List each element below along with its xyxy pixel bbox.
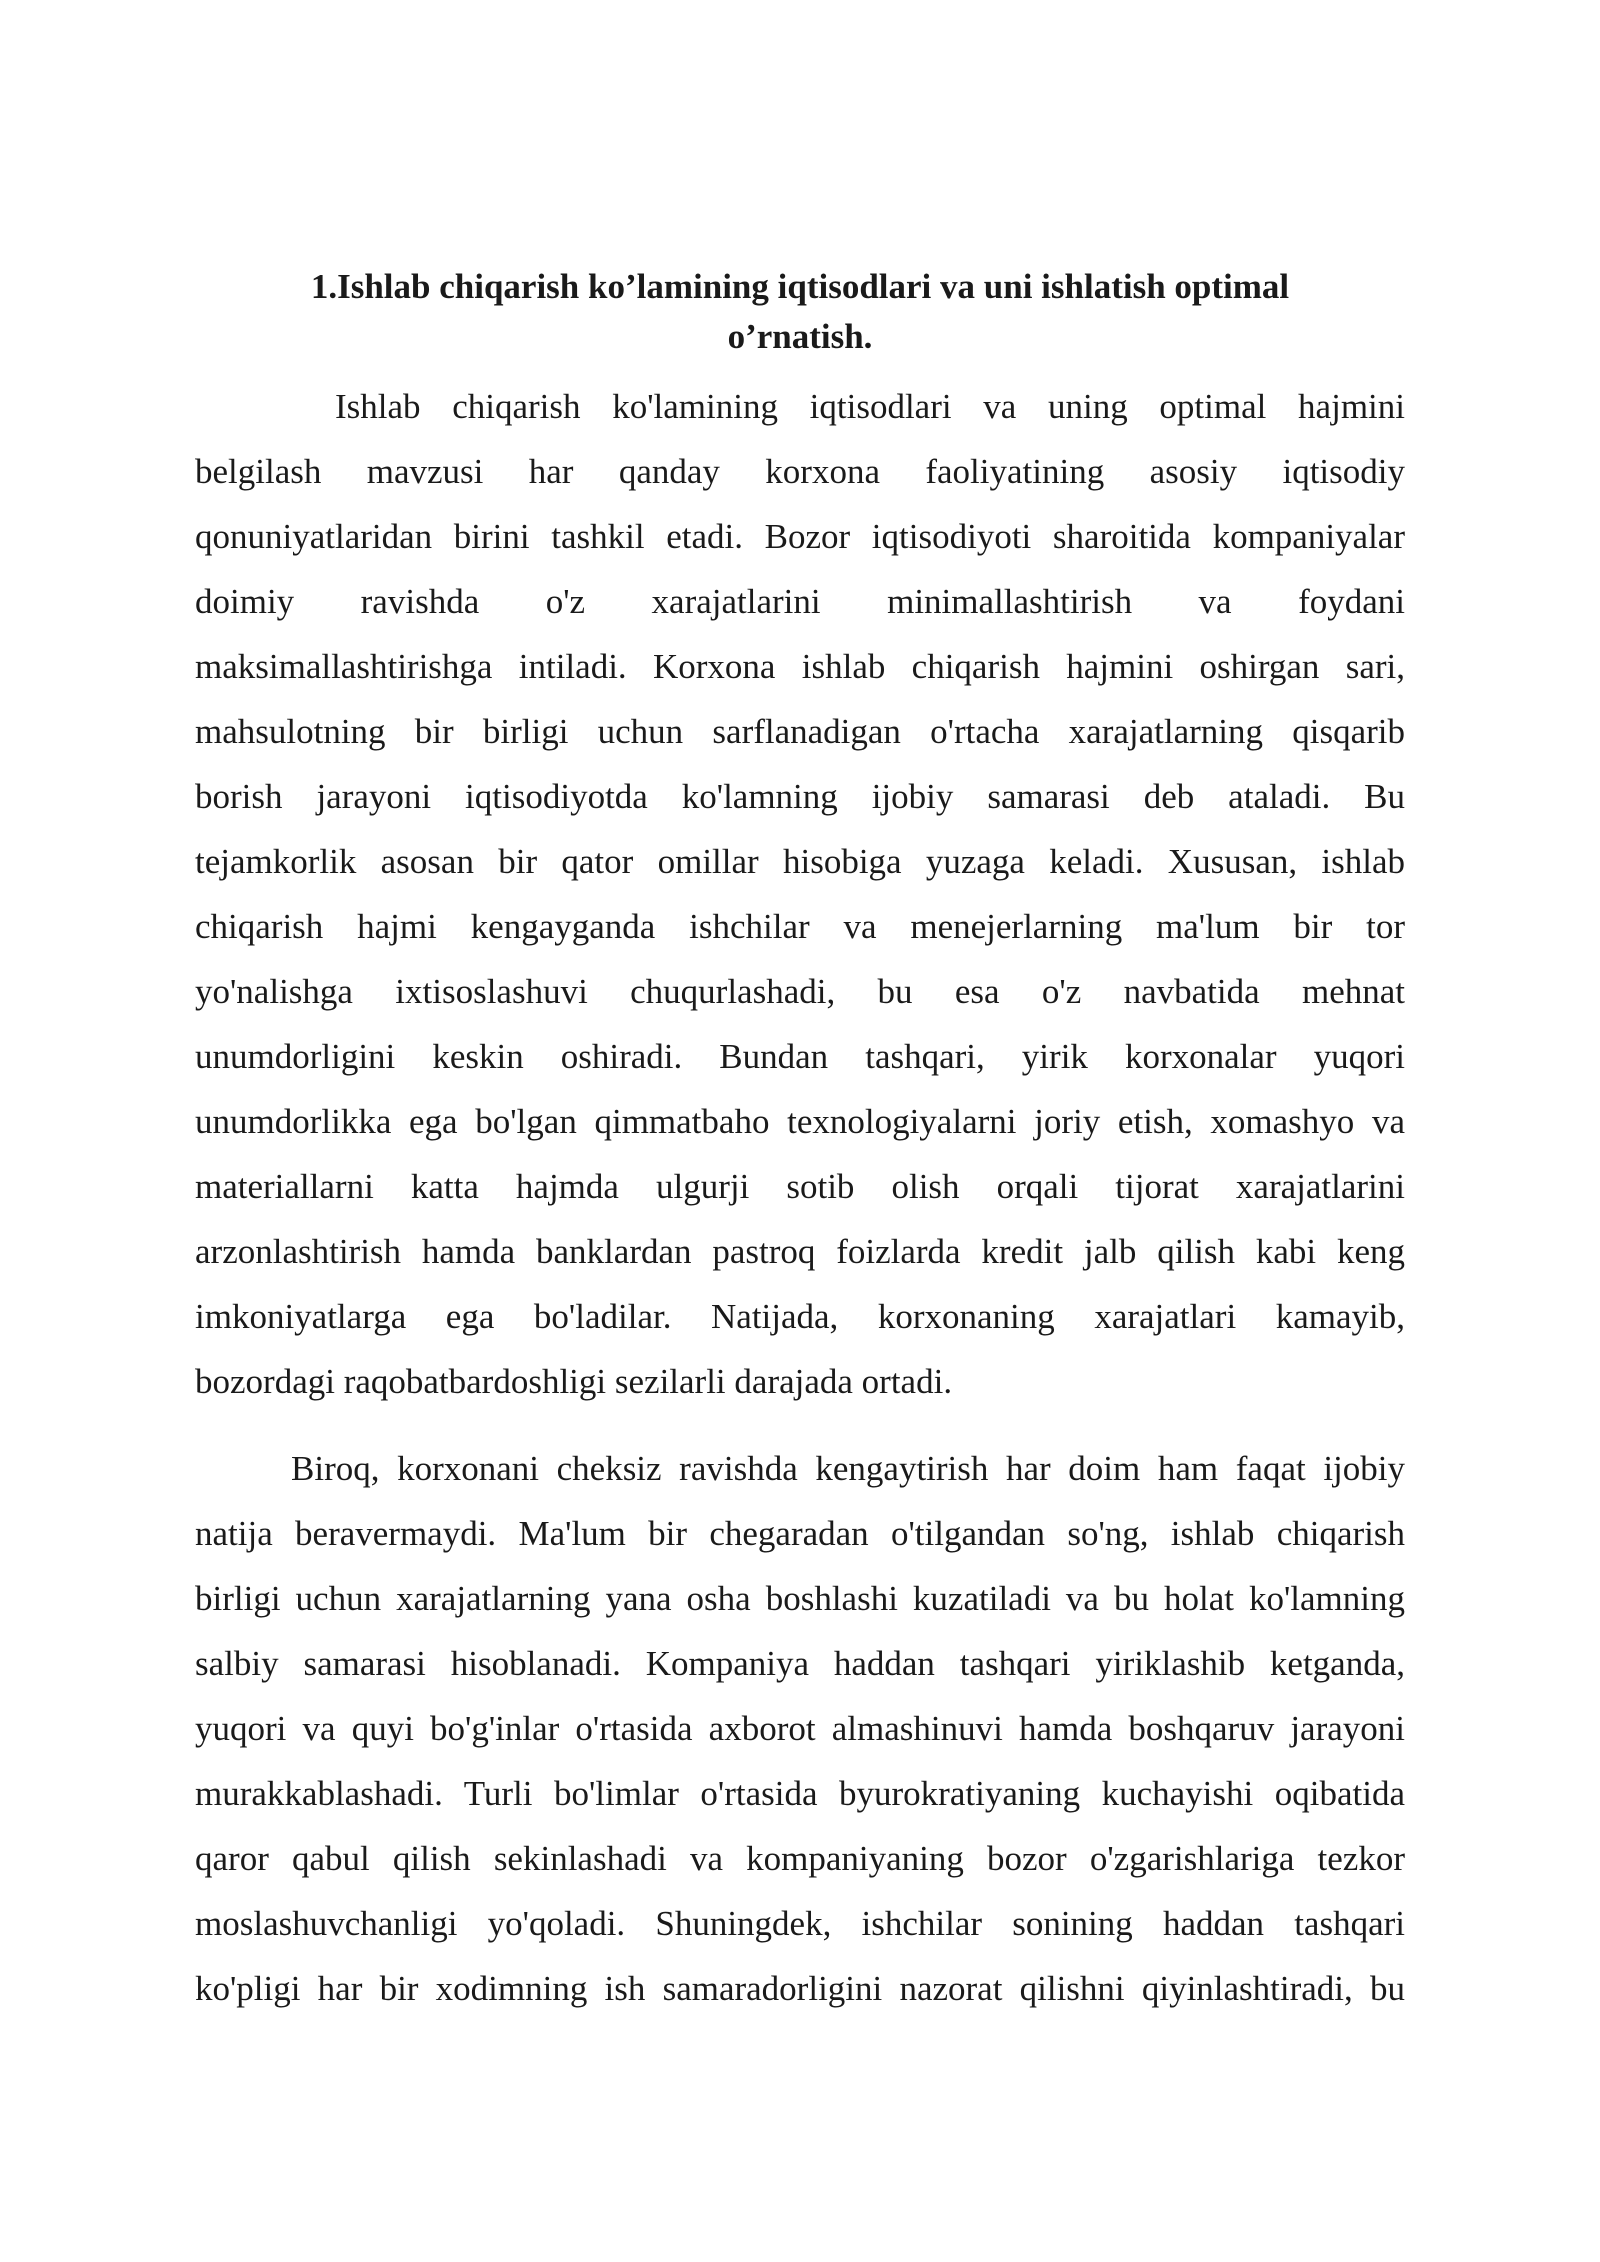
text-line: belgilash mavzusi har qanday korxona faoliyatining asosiy iqtisodiy [195, 452, 1405, 491]
text-line: yo'nalishga ixtisoslashuvi chuqurlashadi, bu esa o'z navbatida mehnat [195, 972, 1405, 1011]
text-line: bozordagi raqobatbardoshligi sezilarli darajada ortadi. [195, 1362, 953, 1401]
text-line: unumdorlikka ega bo'lgan qimmatbaho texnologiyalarni joriy etish, xomashyo va [195, 1102, 1405, 1141]
text-line: maksimallashtirishga intiladi. Korxona ishlab chiqarish hajmini oshirgan sari, [195, 647, 1405, 686]
text-line: unumdorligini keskin oshiradi. Bundan tashqari, yirik korxonalar yuqori [195, 1037, 1405, 1076]
text-line: arzonlashtirish hamda banklardan pastroq foizlarda kredit jalb qilish kabi keng [195, 1232, 1405, 1271]
text-line: murakkablashadi. Turli bo'limlar o'rtasida byurokratiyaning kuchayishi oqibatida [195, 1774, 1405, 1813]
text-line: borish jarayoni iqtisodiyotda ko'lamning ijobiy samarasi deb ataladi. Bu [195, 777, 1405, 816]
paragraph-1 [195, 374, 1405, 1414]
text-line: Ishlab chiqarish ko'lamining iqtisodlari va uning optimal hajmini [335, 387, 1405, 426]
text-line: natija beravermaydi. Ma'lum bir chegaradan o'tilgandan so'ng, ishlab chiqarish [195, 1514, 1405, 1553]
text-line: salbiy samarasi hisoblanadi. Kompaniya haddan tashqari yiriklashib ketganda, [195, 1644, 1405, 1683]
paragraph-2 [195, 1436, 1405, 2021]
text-line: yuqori va quyi bo'g'inlar o'rtasida axborot almashinuvi hamda boshqaruv jarayoni [195, 1709, 1405, 1748]
text-line: doimiy ravishda o'z xarajatlarini minimallashtirish va foydani [195, 582, 1405, 621]
text-line: Biroq, korxonani cheksiz ravishda kengaytirish har doim ham faqat ijobiy [291, 1449, 1405, 1488]
section-heading-line-2: o’rnatish. [727, 317, 873, 356]
body-text [195, 374, 1405, 2021]
text-line: imkoniyatlarga ega bo'ladilar. Natijada, korxonaning xarajatlari kamayib, [195, 1297, 1405, 1336]
section-heading [195, 262, 1405, 362]
text-line: materiallarni katta hajmda ulgurji sotib olish orqali tijorat xarajatlarini [195, 1167, 1405, 1206]
text-line: qaror qabul qilish sekinlashadi va kompaniyaning bozor o'zgarishlariga tezkor [195, 1839, 1405, 1878]
text-line: qonuniyatlaridan birini tashkil etadi. Bozor iqtisodiyoti sharoitida kompaniyalar [195, 517, 1405, 556]
text-line: birligi uchun xarajatlarning yana osha boshlashi kuzatiladi va bu holat ko'lamning [195, 1579, 1405, 1618]
text-line: tejamkorlik asosan bir qator omillar hisobiga yuzaga keladi. Xususan, ishlab [195, 842, 1405, 881]
text-line: chiqarish hajmi kengayganda ishchilar va menejerlarning ma'lum bir tor [195, 907, 1405, 946]
text-line: ko'pligi har bir xodimning ish samaradorligini nazorat qilishni qiyinlashtiradi, bu [195, 1969, 1405, 2008]
section-heading-line-1: 1.Ishlab chiqarish ko’lamining iqtisodlari va uni ishlatish optimal [310, 267, 1290, 306]
text-line: moslashuvchanligi yo'qoladi. Shuningdek, ishchilar sonining haddan tashqari [195, 1904, 1405, 1943]
text-line: mahsulotning bir birligi uchun sarflanadigan o'rtacha xarajatlarning qisqarib [195, 712, 1405, 751]
